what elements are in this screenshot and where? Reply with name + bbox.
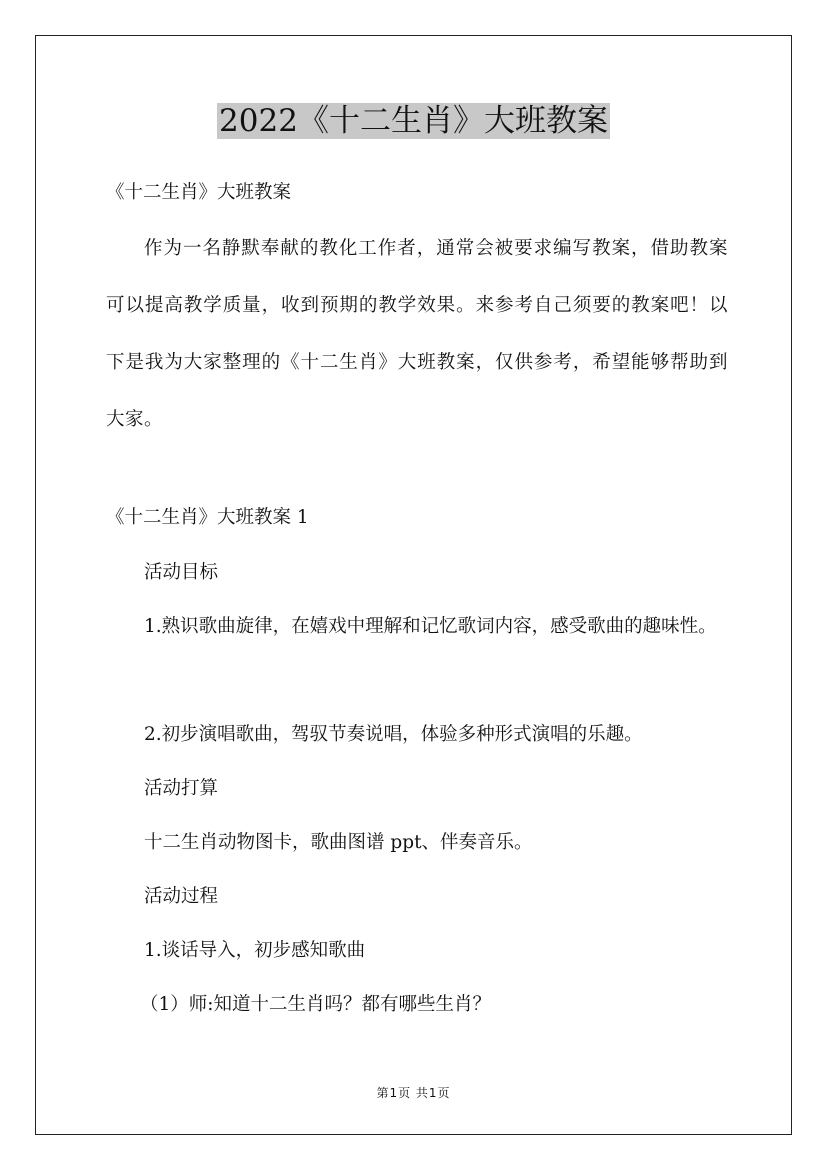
goal-heading: 活动目标 [144,562,219,583]
document-subtitle: 《十二生肖》大班教案 [106,182,292,203]
goal-item-2: 2.初步演唱歌曲，驾驭节奏说唱，体验多种形式演唱的乐趣。 [144,724,643,745]
process-item-1: 1.谈话导入，初步感知歌曲 [144,940,366,961]
section-title: 《十二生肖》大班教案 1 [106,507,309,528]
document-title [0,100,827,142]
document-title-text: 2022《十二生肖》大班教案 [219,103,608,139]
goal-item-1: 1.熟识歌曲旋律，在嬉戏中理解和记忆歌词内容，感受歌曲的趣味性。 [144,616,717,637]
intro-paragraph: 作为一名静默奉献的教化工作者，通常会被要求编写教案，借助教案可以提高教学质量，收到预期的教学效果。来参考自己须要的教案吧！以下是我为大家整理的《十二生肖》大班教案，仅供参考，希望能够帮助到大家。 [106,238,728,430]
process-question-1: （1）师:知道十二生肖吗？都有哪些生肖？ [140,994,492,1015]
page-footer: 第1页 共1页 [376,1086,451,1100]
prep-text: 十二生肖动物图卡，歌曲图谱 ppt、伴奏音乐。 [144,832,533,853]
prep-heading: 活动打算 [144,778,219,799]
process-heading: 活动过程 [144,886,219,907]
